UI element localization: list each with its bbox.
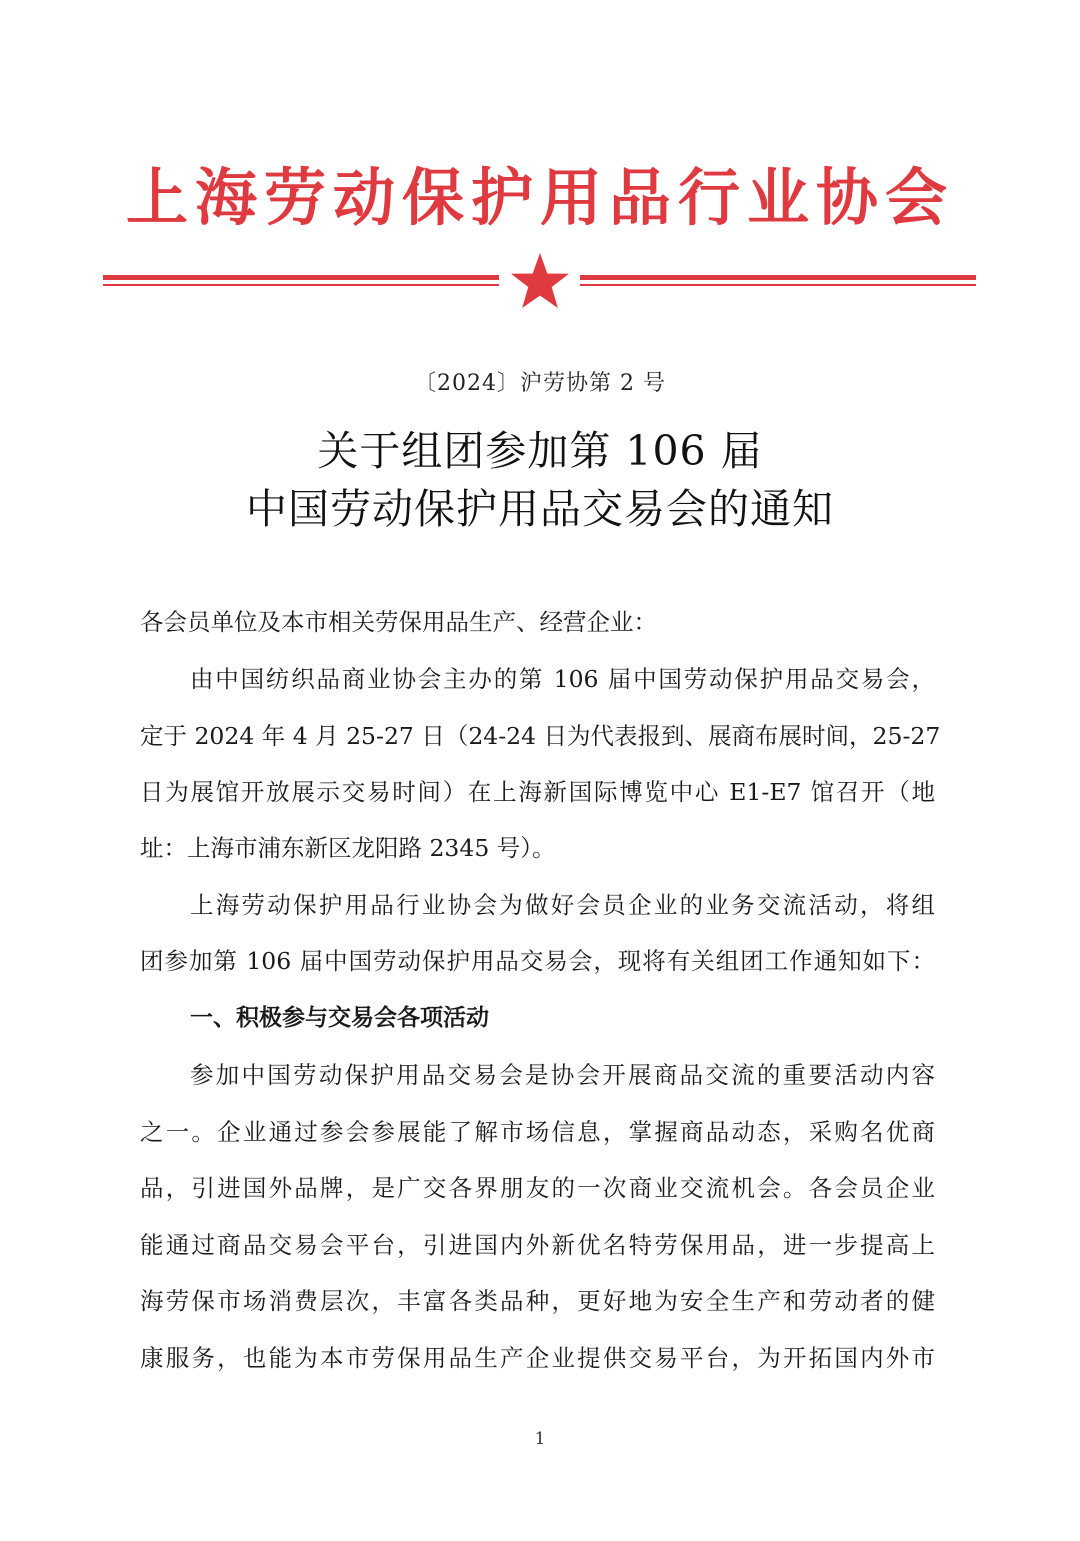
section-heading: 一、积极参与交易会各项活动	[190, 1005, 489, 1031]
paragraph-3-line: 能通过商品交易会平台，引进国内外新优名特劳保用品，进一步提高上	[140, 1231, 935, 1259]
paragraph-3-line: 之一。企业通过参会参展能了解市场信息，掌握商品动态，采购名优商	[140, 1118, 935, 1146]
paragraph-2-line: 上海劳动保护用品行业协会为做好会员企业的业务交流活动，将组	[190, 891, 935, 919]
paragraph-2-line: 团参加第 106 届中国劳动保护用品交易会，现将有关组团工作通知如下：	[140, 947, 935, 975]
paragraph-1-line: 由中国纺织品商业协会主办的第 106 届中国劳动保护用品交易会，	[190, 665, 935, 693]
divider-left	[103, 275, 499, 287]
page-number: 1	[534, 1429, 546, 1449]
paragraph-3-line: 品，引进国外品牌，是广交各界朋友的一次商业交流机会。各会员企业	[140, 1174, 935, 1202]
paragraph-1-line: 定于 2024 年 4 月 25-27 日（24-24 日为代表报到、展商布展时间，25-27	[140, 722, 941, 750]
salutation: 各会员单位及本市相关劳保用品生产、经营企业：	[140, 608, 657, 636]
document-title-line-1: 关于组团参加第 106 届	[317, 427, 763, 475]
document-title-line-2: 中国劳动保护用品交易会的通知	[246, 485, 834, 533]
document-number: 〔2024〕沪劳协第 2 号	[414, 371, 666, 396]
paragraph-3-line: 参加中国劳动保护用品交易会是协会开展商品交流的重要活动内容	[190, 1061, 935, 1089]
star-icon	[509, 251, 571, 311]
divider-right	[580, 275, 976, 287]
paragraph-3-line: 海劳保市场消费层次，丰富各类品种，更好地为安全生产和劳动者的健	[140, 1287, 935, 1315]
paragraph-1-line: 日为展馆开放展示交易时间）在上海新国际博览中心 E1-E7 馆召开（地	[140, 778, 935, 806]
paragraph-1-line: 址：上海市浦东新区龙阳路 2345 号）。	[140, 834, 556, 862]
organization-header: 上海劳动保护用品行业协会	[125, 161, 954, 234]
paragraph-3-line: 康服务，也能为本市劳保用品生产企业提供交易平台，为开拓国内外市	[140, 1344, 935, 1372]
